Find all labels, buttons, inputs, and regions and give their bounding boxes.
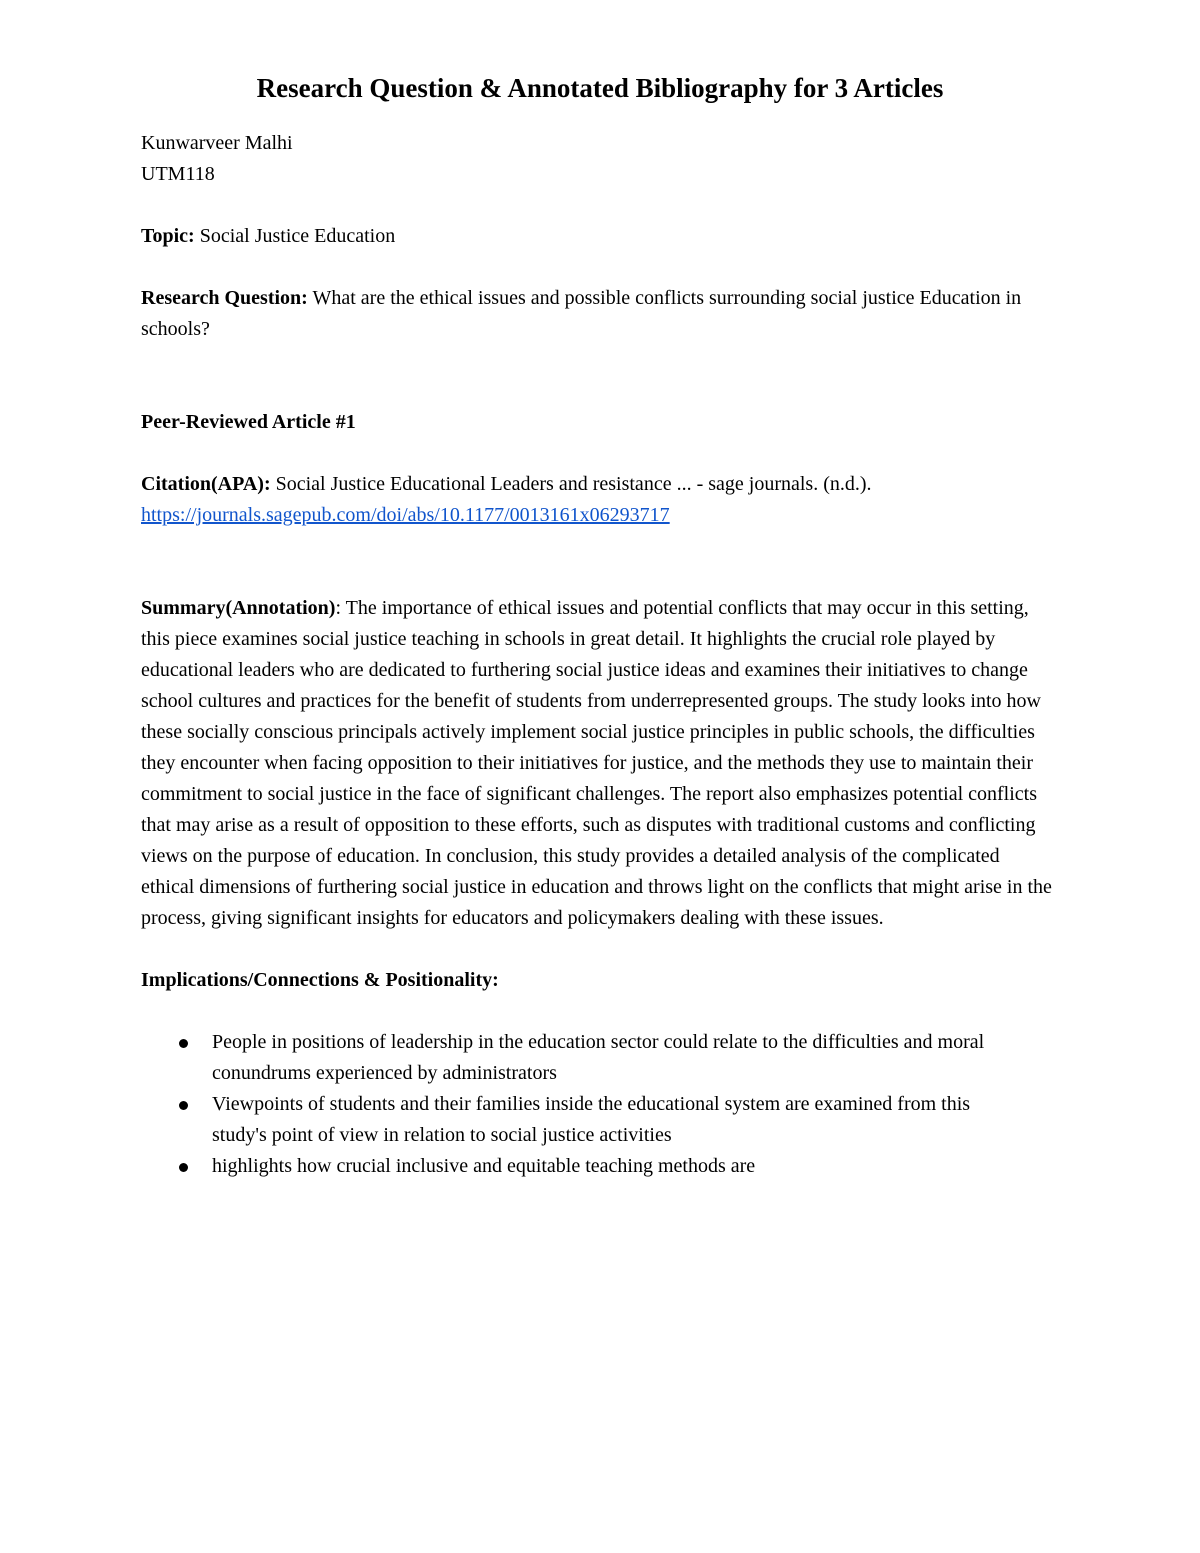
citation: [141, 469, 1061, 531]
summary-value: : The importance of ethical issues and potential conflicts that may occur in this setting, this piece examines social justice teaching in schools in great detail. It highlights the crucial role played by educational leaders who are dedicated to furthering social justice ideas and examines their initiatives to change school cultures and practices for the benefit of students from underrepresented groups. The study looks into how these socially conscious principals actively implement social justice principles in public schools, the difficulties they encounter when facing opposition to their initiatives for justice, and the methods they use to maintain their commitment to social justice in the face of significant challenges. The report also emphasizes potential conflicts that may arise as a result of opposition to these efforts, such as disputes with traditional customs and conflicting views on the purpose of education. In conclusion, this study provides a detailed analysis of the complicated ethical dimensions of furthering social justice in education and throws light on the conflicts that might arise in the process, giving significant insights for educators and policymakers dealing with these issues.: [141, 597, 1052, 929]
article-heading: Peer-Reviewed Article #1: [141, 411, 356, 433]
list-item-text: highlights how crucial inclusive and equitable teaching methods are: [212, 1155, 756, 1177]
list-item: [141, 1089, 1021, 1151]
bullet-icon: [179, 1101, 188, 1110]
list-item: [141, 1151, 1021, 1182]
course-code: UTM118: [141, 163, 215, 185]
summary-label: Summary(Annotation): [141, 597, 336, 619]
implications-heading: Implications/Connections & Positionality:: [141, 969, 499, 991]
citation-value: Social Justice Educational Leaders and resistance ... - sage journals. (n.d.).: [270, 473, 872, 495]
list-item: [141, 1027, 1021, 1089]
topic-value: Social Justice Education: [194, 225, 396, 247]
topic-label: Topic:: [141, 225, 195, 247]
author-block: [141, 128, 1061, 190]
citation-label: Citation(APA):: [141, 473, 271, 495]
research-question-label: Research Question:: [141, 287, 308, 309]
citation-link[interactable]: https://journals.sagepub.com/doi/abs/10.1177/0013161x06293717: [141, 504, 670, 526]
list-item-text: People in positions of leadership in the education sector could relate to the difficulties and moral conundrums experienced by administrators: [212, 1031, 985, 1084]
topic-line: [141, 221, 1061, 252]
bullet-icon: [179, 1039, 188, 1048]
research-question-value: What are the ethical issues and possible conflicts surrounding social justice Education in schools?: [141, 287, 1022, 340]
summary: [141, 593, 1053, 934]
document-content: [141, 70, 1061, 1182]
document-title: Research Question & Annotated Bibliography for 3 Articles: [256, 73, 944, 103]
author-name: Kunwarveer Malhi: [141, 132, 293, 154]
list-item-text: Viewpoints of students and their families inside the educational system are examined from this study's point of view in relation to social justice activities: [212, 1093, 971, 1146]
bullet-icon: [179, 1163, 188, 1172]
research-question: [141, 283, 1056, 345]
implications-list: [141, 1027, 1021, 1182]
